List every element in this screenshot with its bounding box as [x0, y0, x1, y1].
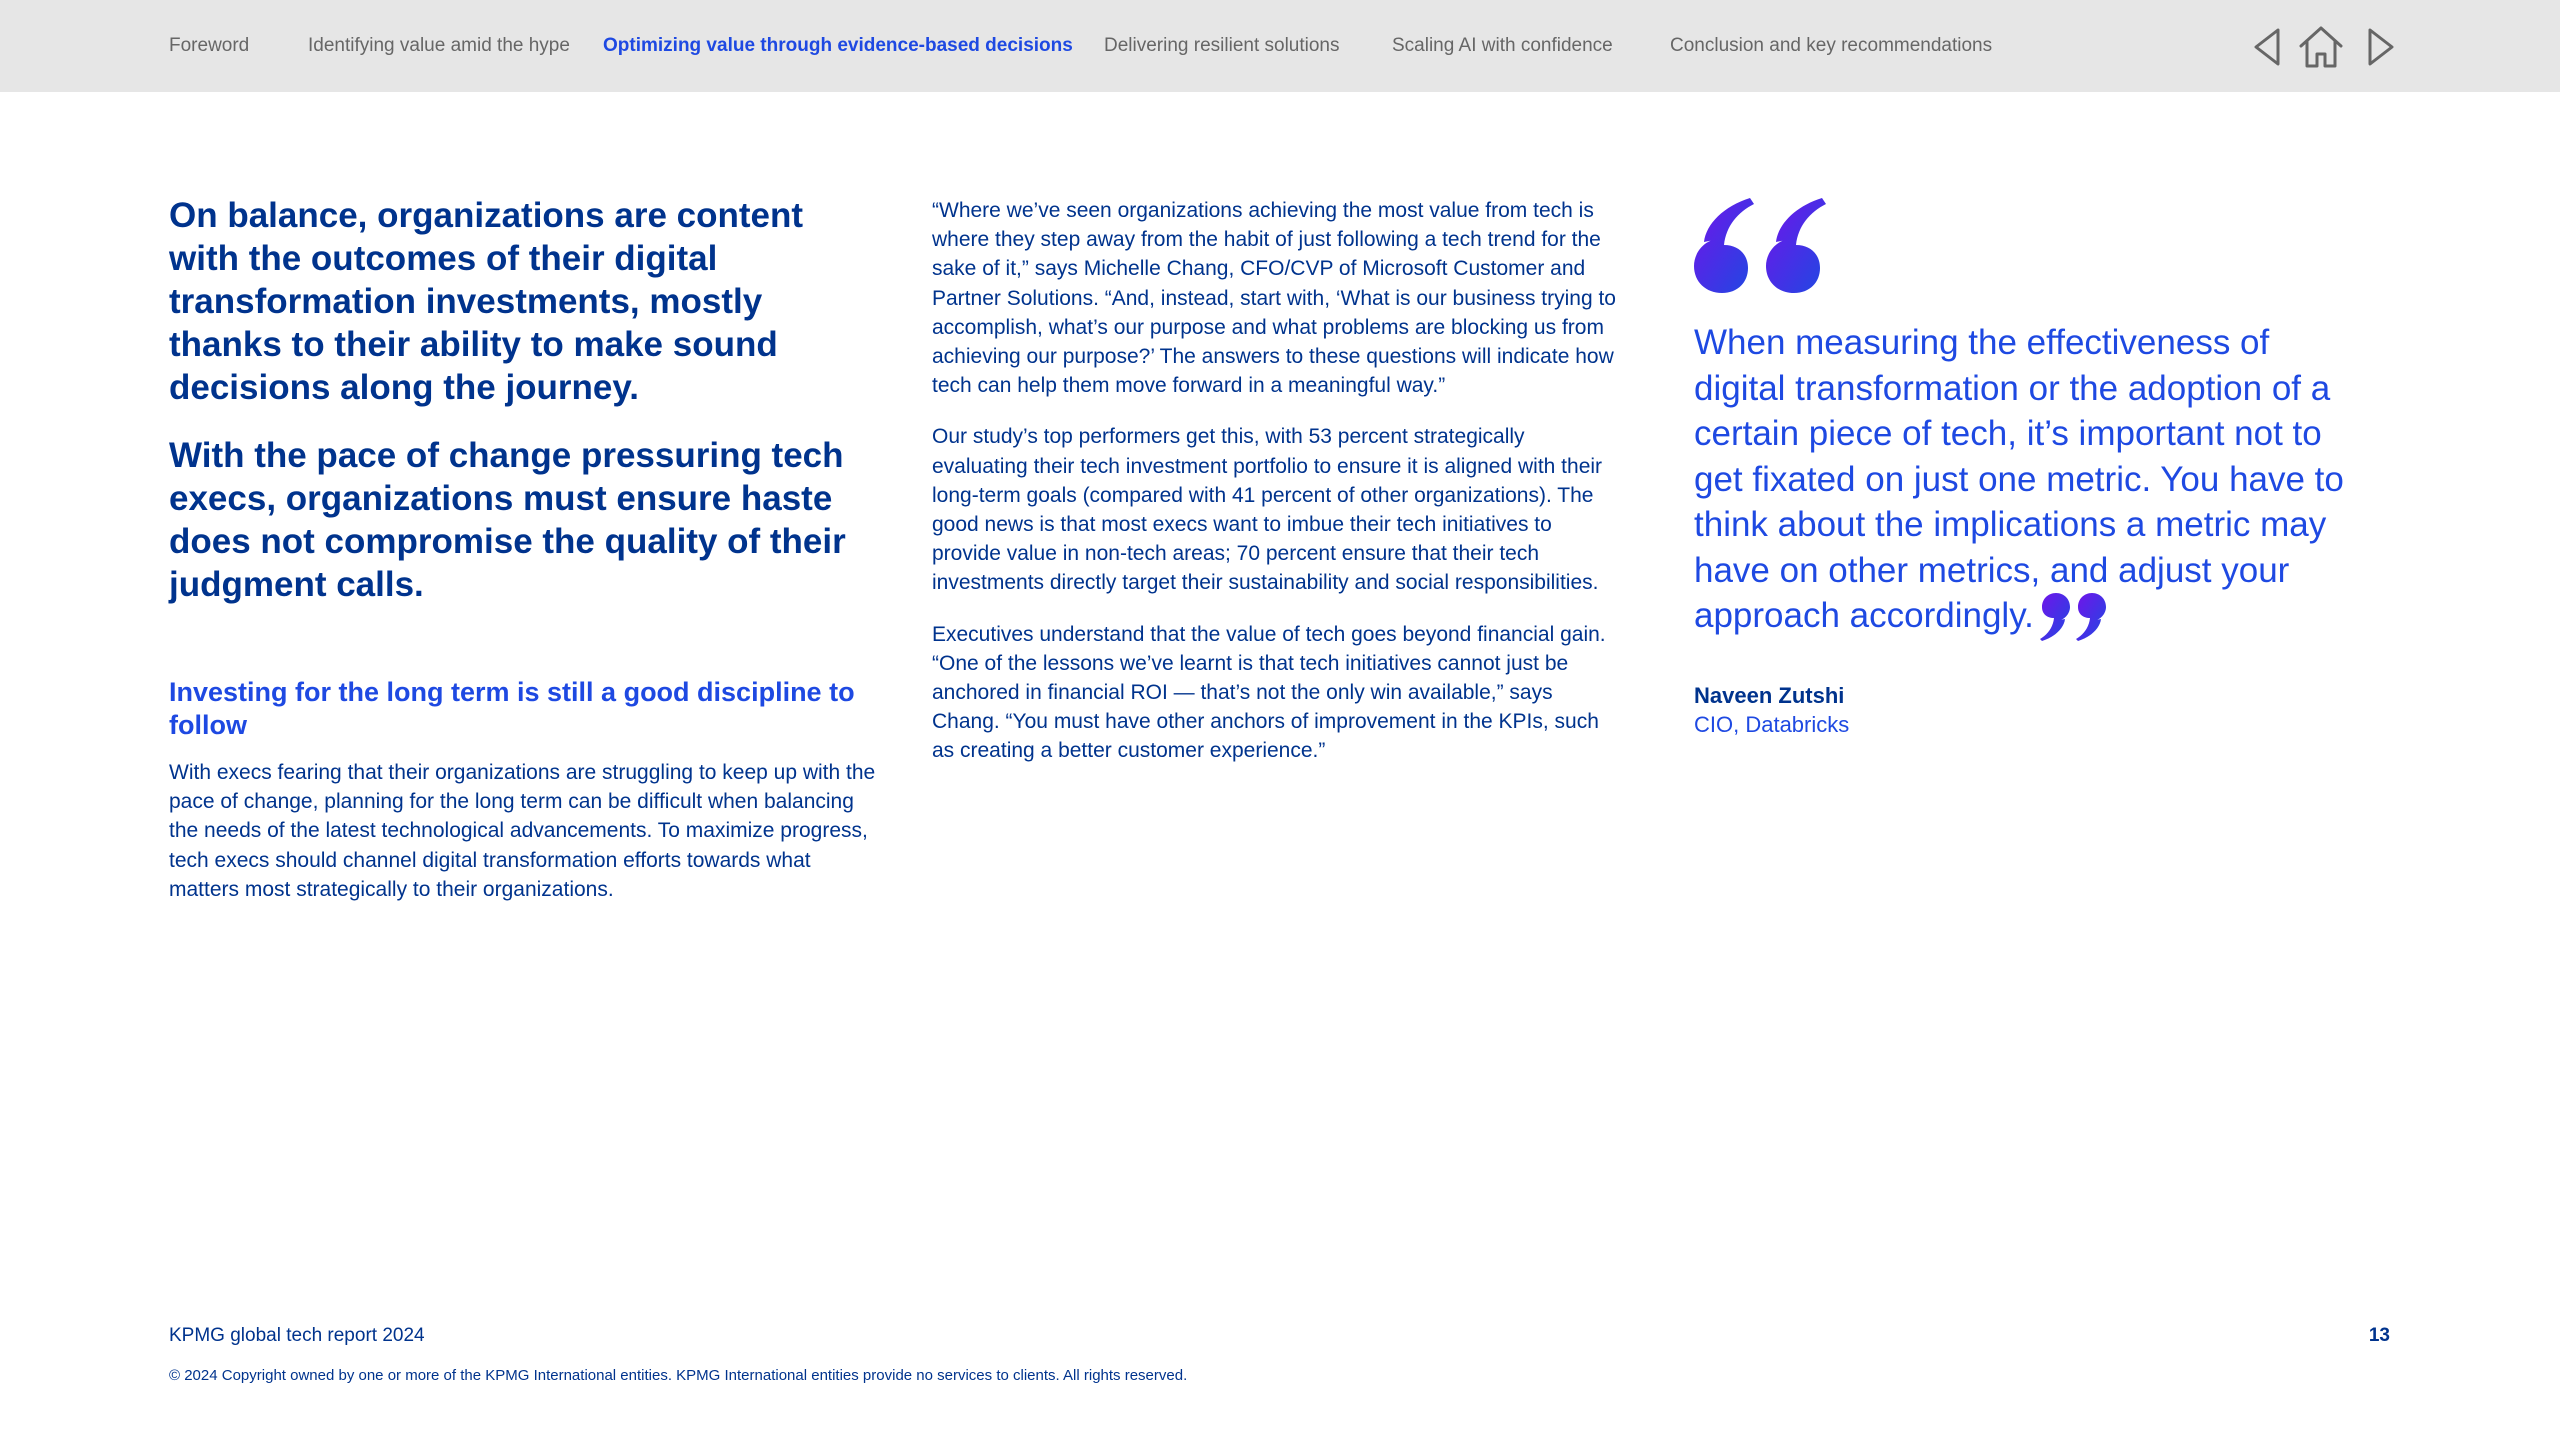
body-paragraph: With execs fearing that their organizations are struggling to keep up with the pace of change, planning for the long term can be difficult when balancing the needs of the latest technological advancements. To maximize progress, tech execs should channel digital transformation efforts towards what matters most strategically to their organizations. [169, 761, 876, 901]
quote-author-name: Naveen Zutshi [1694, 683, 1845, 708]
body-paragraph: “Where we’ve seen organizations achieving the most value from tech is where they step away from the habit of just following a tech trend for the sake of it,” says Michelle Chang, CFO/CVP of Microsoft Customer and Partner Solutions. “And, instead, start with, ‘What is our business trying to accomplish, what’s our purpose and what problems are blocking us from achieving our purpose?’ The answers to these questions will indicate how tech can help them move forward in a meaningful way.” [932, 199, 1616, 398]
pull-quote-block [1694, 198, 2344, 739]
lead-statement: On balance, organizations are content with the outcomes of their digital transformation investments, mostly thanks to their ability to make sound decisions along the journey. [169, 196, 804, 407]
body-paragraph: Executives understand that the value of tech goes beyond financial gain. “One of the lessons we’ve learnt is that tech initiatives cannot just be anchored in financial ROI — that’s not the only win available,” says Chang. “You must have other anchors of improvement in the KPIs, such as creating a better customer experience.” [932, 622, 1606, 763]
home-icon[interactable] [2296, 24, 2346, 70]
next-page-icon[interactable] [2356, 24, 2402, 70]
pull-quote-body: When measuring the effectiveness of digital transformation or the adoption of a certain piece of tech, it’s important not to get fixated on just one metric. You have to think about the implications a metric may have on other metrics, and adjust your approach accordingly. [1694, 323, 2344, 635]
quote-author-title: CIO, Databricks [1694, 712, 1850, 737]
open-quote-icon [1694, 198, 1826, 294]
tab-optimizing-value[interactable]: Optimizing value through evidence-based decisions [603, 35, 1073, 56]
section-subheading: Investing for the long term is still a good discipline to follow [169, 677, 855, 740]
tab-foreword[interactable]: Foreword [169, 35, 250, 56]
pull-quote-text [1694, 320, 2344, 641]
tab-scaling-ai[interactable]: Scaling AI with confidence [1392, 35, 1613, 56]
left-column [169, 194, 881, 904]
middle-column [932, 196, 1622, 766]
copyright-notice: © 2024 Copyright owned by one or more of the KPMG International entities. KPMG International entities provide no services to clients. All rights reserved. [169, 1367, 1188, 1384]
lead-statement-secondary: With the pace of change pressuring tech execs, organizations must ensure haste does not compromise the quality of their judgment calls. [169, 436, 846, 604]
tab-identifying-value[interactable]: Identifying value amid the hype [308, 35, 570, 56]
tab-conclusion[interactable]: Conclusion and key recommendations [1670, 35, 1993, 56]
top-navigation [0, 0, 2560, 92]
report-title: KPMG global tech report 2024 [169, 1325, 425, 1346]
page-number: 13 [2368, 1325, 2390, 1346]
previous-page-icon[interactable] [2246, 24, 2292, 70]
body-paragraph: Our study’s top performers get this, with 53 percent strategically evaluating their tech investment portfolio to ensure it is aligned with their long-term goals (compared with 41 percent of other organizations). The good news is that most execs want to imbue their tech initiatives to provide value in non-tech areas; 70 percent ensure that their tech investments directly target their sustainability and social responsibilities. [932, 425, 1603, 595]
close-quote-icon [2040, 593, 2108, 641]
tab-delivering-resilient-solutions[interactable]: Delivering resilient solutions [1104, 35, 1340, 56]
